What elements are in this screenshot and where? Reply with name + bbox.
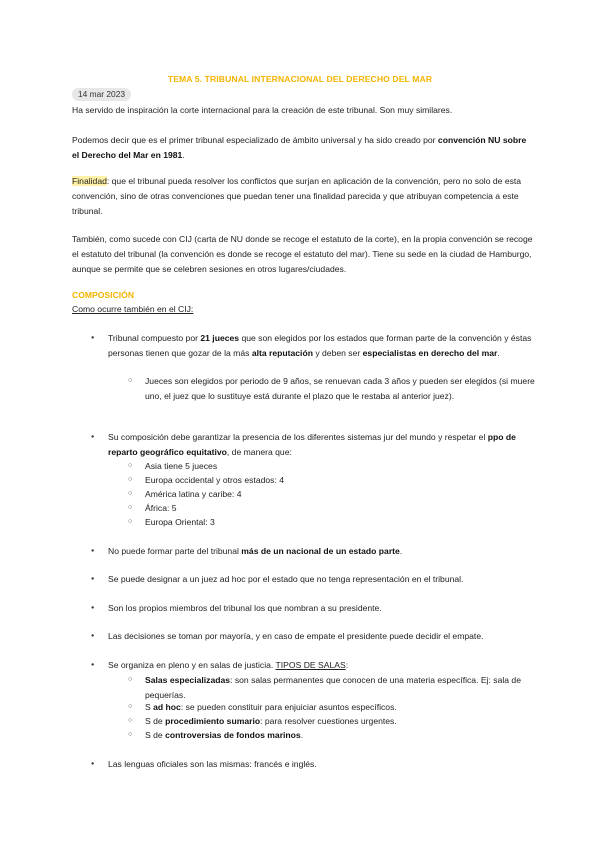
list-item: ● Las lenguas oficiales son las mismas: francés e inglés.	[108, 757, 538, 772]
text: :	[345, 660, 349, 670]
text: S de	[145, 716, 166, 726]
finalidad-highlight: Finalidad	[72, 176, 107, 186]
bold-text: especialistas en derecho del mar	[362, 347, 498, 358]
text: .	[300, 730, 304, 740]
paragraph-finalidad	[72, 174, 534, 218]
page-title: TEMA 5. TRIBUNAL INTERNACIONAL DEL DERECHO DEL MAR	[167, 74, 433, 84]
text: : para resolver cuestiones urgentes.	[260, 716, 397, 726]
convention-bold: convención NU sobre el Derecho del Mar en 1981	[72, 135, 527, 160]
text: , de manera que:	[226, 446, 292, 457]
sub-list-item: ○ Europa occidental y otros estados: 4	[145, 473, 537, 488]
section-subheading: Como ocurre también en el CIJ:	[72, 304, 194, 314]
sub-list-item	[145, 673, 537, 703]
list-item: ● Las decisiones se toman por mayoría, y en caso de empate el presidente puede decidir el empate.	[108, 629, 538, 644]
list-item: ● Se puede designar a un juez ad hoc por el estado que no tenga representación en el tribunal.	[108, 572, 538, 587]
list-item	[108, 331, 538, 361]
date-badge: 14 mar 2023	[72, 88, 131, 101]
sub-list-item: ○ Asia tiene 5 jueces	[145, 459, 537, 474]
sub-list-item	[145, 714, 537, 729]
section-heading-composicion: COMPOSICIÓN	[72, 290, 135, 300]
bold-text: controversias de fondos marinos	[165, 730, 301, 740]
text: Su composición debe garantizar la presencia de los diferentes sistemas jur del mundo y respetar el	[108, 432, 488, 442]
tipos-de-salas-label: TIPOS DE SALAS	[275, 660, 346, 670]
list-item	[108, 544, 538, 559]
text: S de	[145, 730, 166, 740]
bold-text: ad hoc	[153, 702, 181, 712]
paragraph-estatuto: También, como sucede con CIJ (carta de NU donde se recoge el estatuto de la corte), en la propia convención se recoge el estatuto del tribunal (la convención es donde se recoge el estatuto del mar). Tiene su sede en la ciudad de Hamburgo, aunque se permite que se celebren sesiones en otros lugares/ciudades.	[72, 234, 533, 274]
paragraph-convention-text: Podemos decir que es el primer tribunal especializado de ámbito universal y ha sido creado por	[72, 135, 436, 145]
text: que son elegidos por los estados que forman parte de la convención y éstas personas tienen que gozar de la más	[108, 333, 532, 358]
list-item: ● Son los propios miembros del tribunal los que nombran a su presidente.	[108, 601, 538, 616]
text: : son salas permanentes que conocen de una materia específica. Ej: sala de pequerías.	[145, 675, 521, 700]
sub-list-item: ○ Jueces son elegidos por periodo de 9 años, se renuevan cada 3 años y pueden ser elegidos (si muere uno, el juez que lo sustituye está durante el plazo que le restaba al anterior juez).	[145, 374, 537, 404]
text: Se organiza en pleno y en salas de justicia.	[108, 660, 276, 670]
text: Tribunal compuesto por	[108, 333, 201, 343]
bold-text: alta reputación	[251, 347, 313, 358]
sub-list-item	[145, 728, 537, 743]
paragraph-convention	[72, 133, 534, 163]
bold-text: procedimiento sumario	[165, 716, 261, 726]
text: : se pueden constituir para enjuiciar asuntos específicos.	[180, 702, 397, 712]
list-item	[108, 430, 538, 460]
sub-list-item	[145, 700, 537, 715]
paragraph-intro: Ha servido de inspiración la corte internacional para la creación de este tribunal. Son muy similares.	[72, 105, 453, 115]
text: y deben ser	[312, 347, 363, 358]
sub-list-item: ○ África: 5	[145, 501, 537, 516]
text: S	[145, 702, 154, 712]
text: .	[399, 546, 403, 556]
bold-text: 21 jueces	[200, 333, 240, 343]
period: .	[182, 149, 185, 160]
bold-text: ppo de reparto geográfico equitativo	[108, 432, 516, 457]
list-item	[108, 658, 538, 673]
text: No puede formar parte del tribunal	[108, 546, 242, 556]
text: .	[497, 347, 500, 358]
bold-text: más de un nacional de un estado parte	[241, 546, 400, 556]
sub-list-item: ○ Europa Oriental: 3	[145, 515, 537, 530]
finalidad-text: : que el tribunal pueda resolver los conflictos que surjan en aplicación de la convención, pero no solo de esta convención, sino de otras convenciones que puedan tener una finalidad parecida y que atribuyan competencia a este tribunal.	[72, 176, 522, 216]
bold-text: Salas especializadas	[145, 675, 231, 685]
sub-list-item: ○ América latina y caribe: 4	[145, 487, 537, 502]
